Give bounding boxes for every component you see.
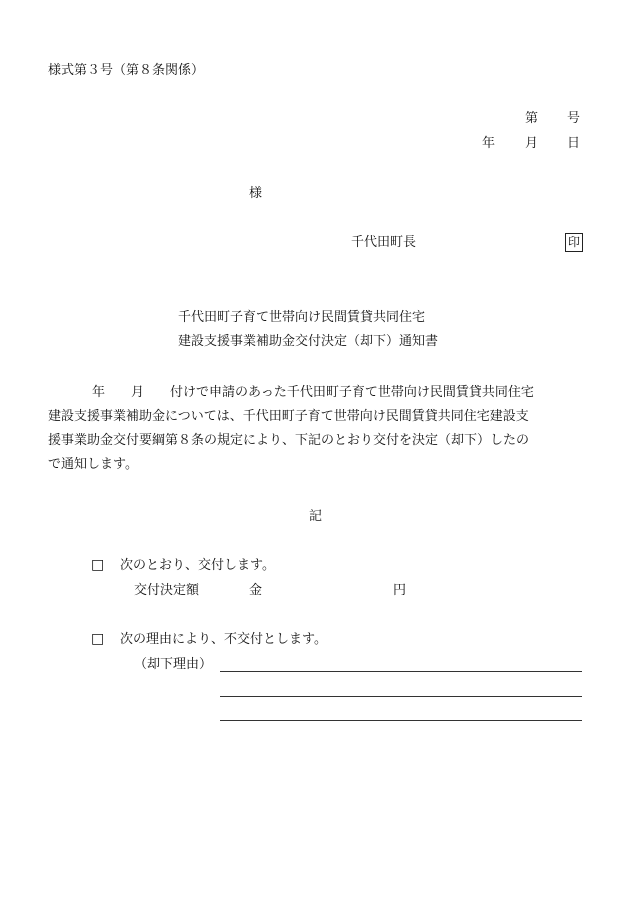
body-line-1: 年 月 付けで申請のあった千代田町子育て世帯向け民間賃貸共同住宅 xyxy=(92,385,534,400)
body-line-3: 援事業助金交付要綱第８条の規定により、下記のとおり交付を決定（却下）したの xyxy=(48,433,530,448)
addressee-sama: 様 xyxy=(249,186,263,201)
amount-kin: 金 xyxy=(249,583,263,598)
option2-text: 次の理由により、不交付とします。 xyxy=(120,632,327,647)
reason-label: （却下理由） xyxy=(134,657,213,672)
amount-label: 交付決定額 xyxy=(134,583,200,598)
option2-checkbox[interactable]: □ xyxy=(91,631,105,647)
reason-line-2[interactable] xyxy=(220,696,582,697)
sender-name: 千代田町長 xyxy=(351,235,417,250)
doc-number-dai: 第 xyxy=(525,111,539,126)
amount-yen: 円 xyxy=(393,583,407,598)
form-number: 様式第３号（第８条関係） xyxy=(48,63,205,78)
doc-number-go: 号 xyxy=(567,111,581,126)
seal-mark: 印 xyxy=(565,233,583,252)
option1-checkbox[interactable]: □ xyxy=(91,557,105,573)
body-line-4: で通知します。 xyxy=(48,457,138,472)
body-paragraph xyxy=(48,381,583,477)
ki-heading: 記 xyxy=(309,509,323,524)
title-line-1: 千代田町子育て世帯向け民間賃貸共同住宅 xyxy=(178,310,426,325)
date-year: 年 xyxy=(482,136,496,151)
date-month: 月 xyxy=(525,136,539,151)
option1-text: 次のとおり、交付します。 xyxy=(120,558,275,573)
reason-line-1[interactable] xyxy=(220,671,582,672)
title-line-2: 建設支援事業補助金交付決定（却下）通知書 xyxy=(178,334,439,349)
reason-line-3[interactable] xyxy=(220,720,582,721)
date-day: 日 xyxy=(567,136,581,151)
body-line-2: 建設支援事業補助金については、千代田町子育て世帯向け民間賃貸共同住宅建設支 xyxy=(48,409,529,424)
